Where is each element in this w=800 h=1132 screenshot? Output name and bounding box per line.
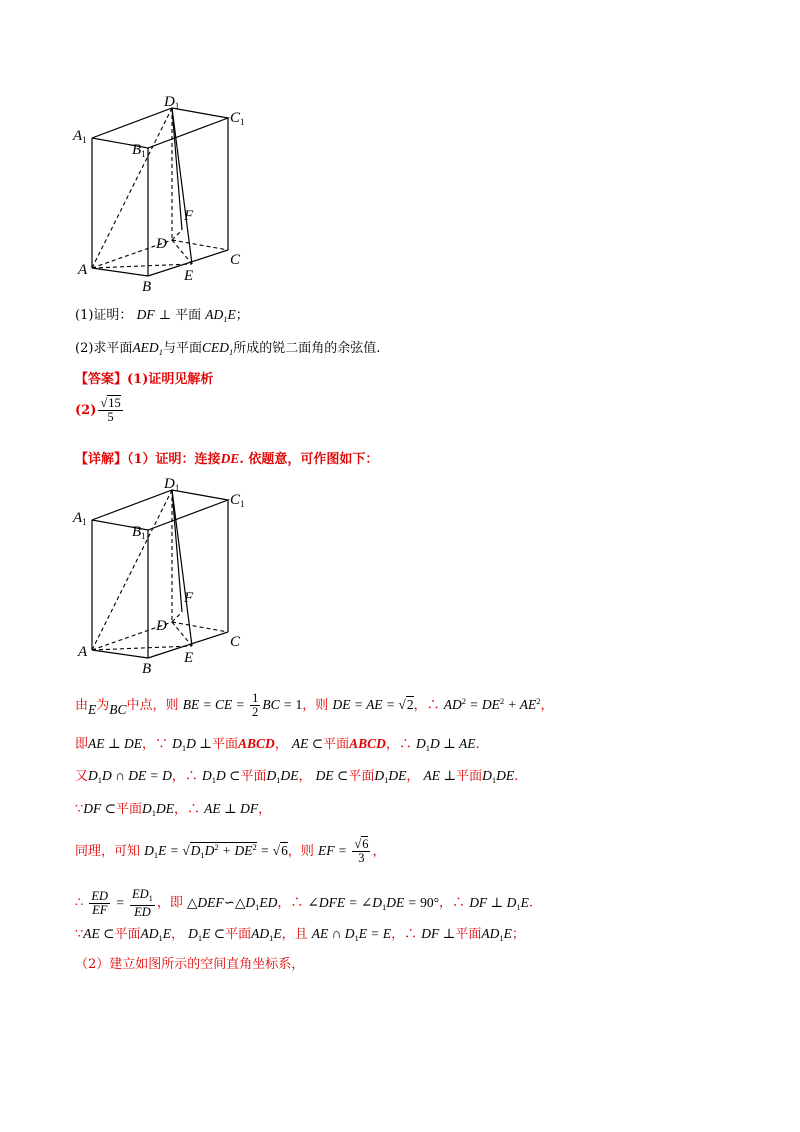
svg-text:F: F (184, 590, 194, 606)
svg-text:D1: $D_1$ (164, 94, 180, 111)
svg-text:C1: $C_1$ (230, 492, 245, 509)
svg-text:A: A (78, 262, 88, 278)
svg-text:C: C (230, 634, 241, 650)
detail-intro: 【详解】（1）证明：连接DE. 依题意，可作图如下： (75, 451, 379, 467)
svg-text:D: D (156, 236, 167, 252)
svg-text:C: C (230, 252, 241, 268)
prism-figure-1 (70, 88, 260, 298)
detail-line-5: 同理，可知 $D_1E = √D_1D^2 + DE^2 = √6$，则 EF = $\frac{√6}{3}$ ， (75, 837, 386, 866)
detail-line-7: ∵AE ⊂平面$AD_1E$， $D_1E$ ⊂平面$AD_1E$，且 AE ∩ $D_1E = E$，∴ DF ⊥平面$AD_1E$； (75, 926, 525, 943)
svg-text:D1: $D_1$ (164, 476, 180, 493)
detail-line-3: 又$D_1D$ ∩ DE = D，∴ $D_1D$ ⊂平面$D_1DE$， DE ⊂平面$D_1DE$， AE ⊥平面$D_1DE$. (75, 768, 519, 785)
svg-text:A1: $A_1$ (73, 128, 87, 145)
answer-1: 【答案】(1)证明见解析 (75, 372, 214, 387)
prism-figure-2 (70, 470, 260, 680)
question-1: (1)证明： DF ⊥ 平面 $AD_1E$； (75, 307, 249, 324)
detail-line-1: 由E为BC中点，则 BE = CE = $\frac{1}{2}$ BC = 1，则 DE = AE = √2，∴ $AD^2 = DE^2 + AE^2$， (75, 691, 554, 720)
svg-text:B1: $B_1$ (132, 524, 146, 541)
svg-text:E: E (184, 650, 194, 666)
svg-text:A: A (78, 644, 88, 660)
svg-text:B: B (142, 661, 152, 677)
svg-text:B: B (142, 279, 152, 295)
answer-2: (2) $\frac{√15}{5}$ (75, 396, 121, 424)
svg-text:F: F (184, 208, 194, 224)
svg-text:E: E (184, 268, 194, 284)
detail-line-2: 即AE ⊥ DE，∵ $D_1D$ ⊥平面ABCD， AE ⊂平面ABCD，∴ $D_1D$ ⊥ AE. (75, 736, 480, 753)
detail-line-6: ∴ $\frac{ED}{EF}$ = $\frac{ED_1}{ED}$ ，即 $\triangle DEF∽\triangle D_1ED$，∴ ∠DFE = $\angle D_1DE = 90^\circ$，∴ DF ⊥ $D_1E$. (75, 887, 534, 919)
svg-text:D: D (156, 618, 167, 634)
detail-line-4: ∵DF ⊂平面$D_1DE$，∴ AE ⊥ DF， (75, 801, 272, 818)
svg-text:B1: $B_1$ (132, 142, 146, 159)
question-2: (2)求平面$AED_1$与平面$CED_1$所成的锐二面角的余弦值. (75, 340, 381, 357)
svg-text:C1: $C_1$ (230, 110, 245, 127)
svg-text:A1: $A_1$ (73, 510, 87, 527)
detail-line-8: （2）建立如图所示的空间直角坐标系， (75, 957, 305, 972)
